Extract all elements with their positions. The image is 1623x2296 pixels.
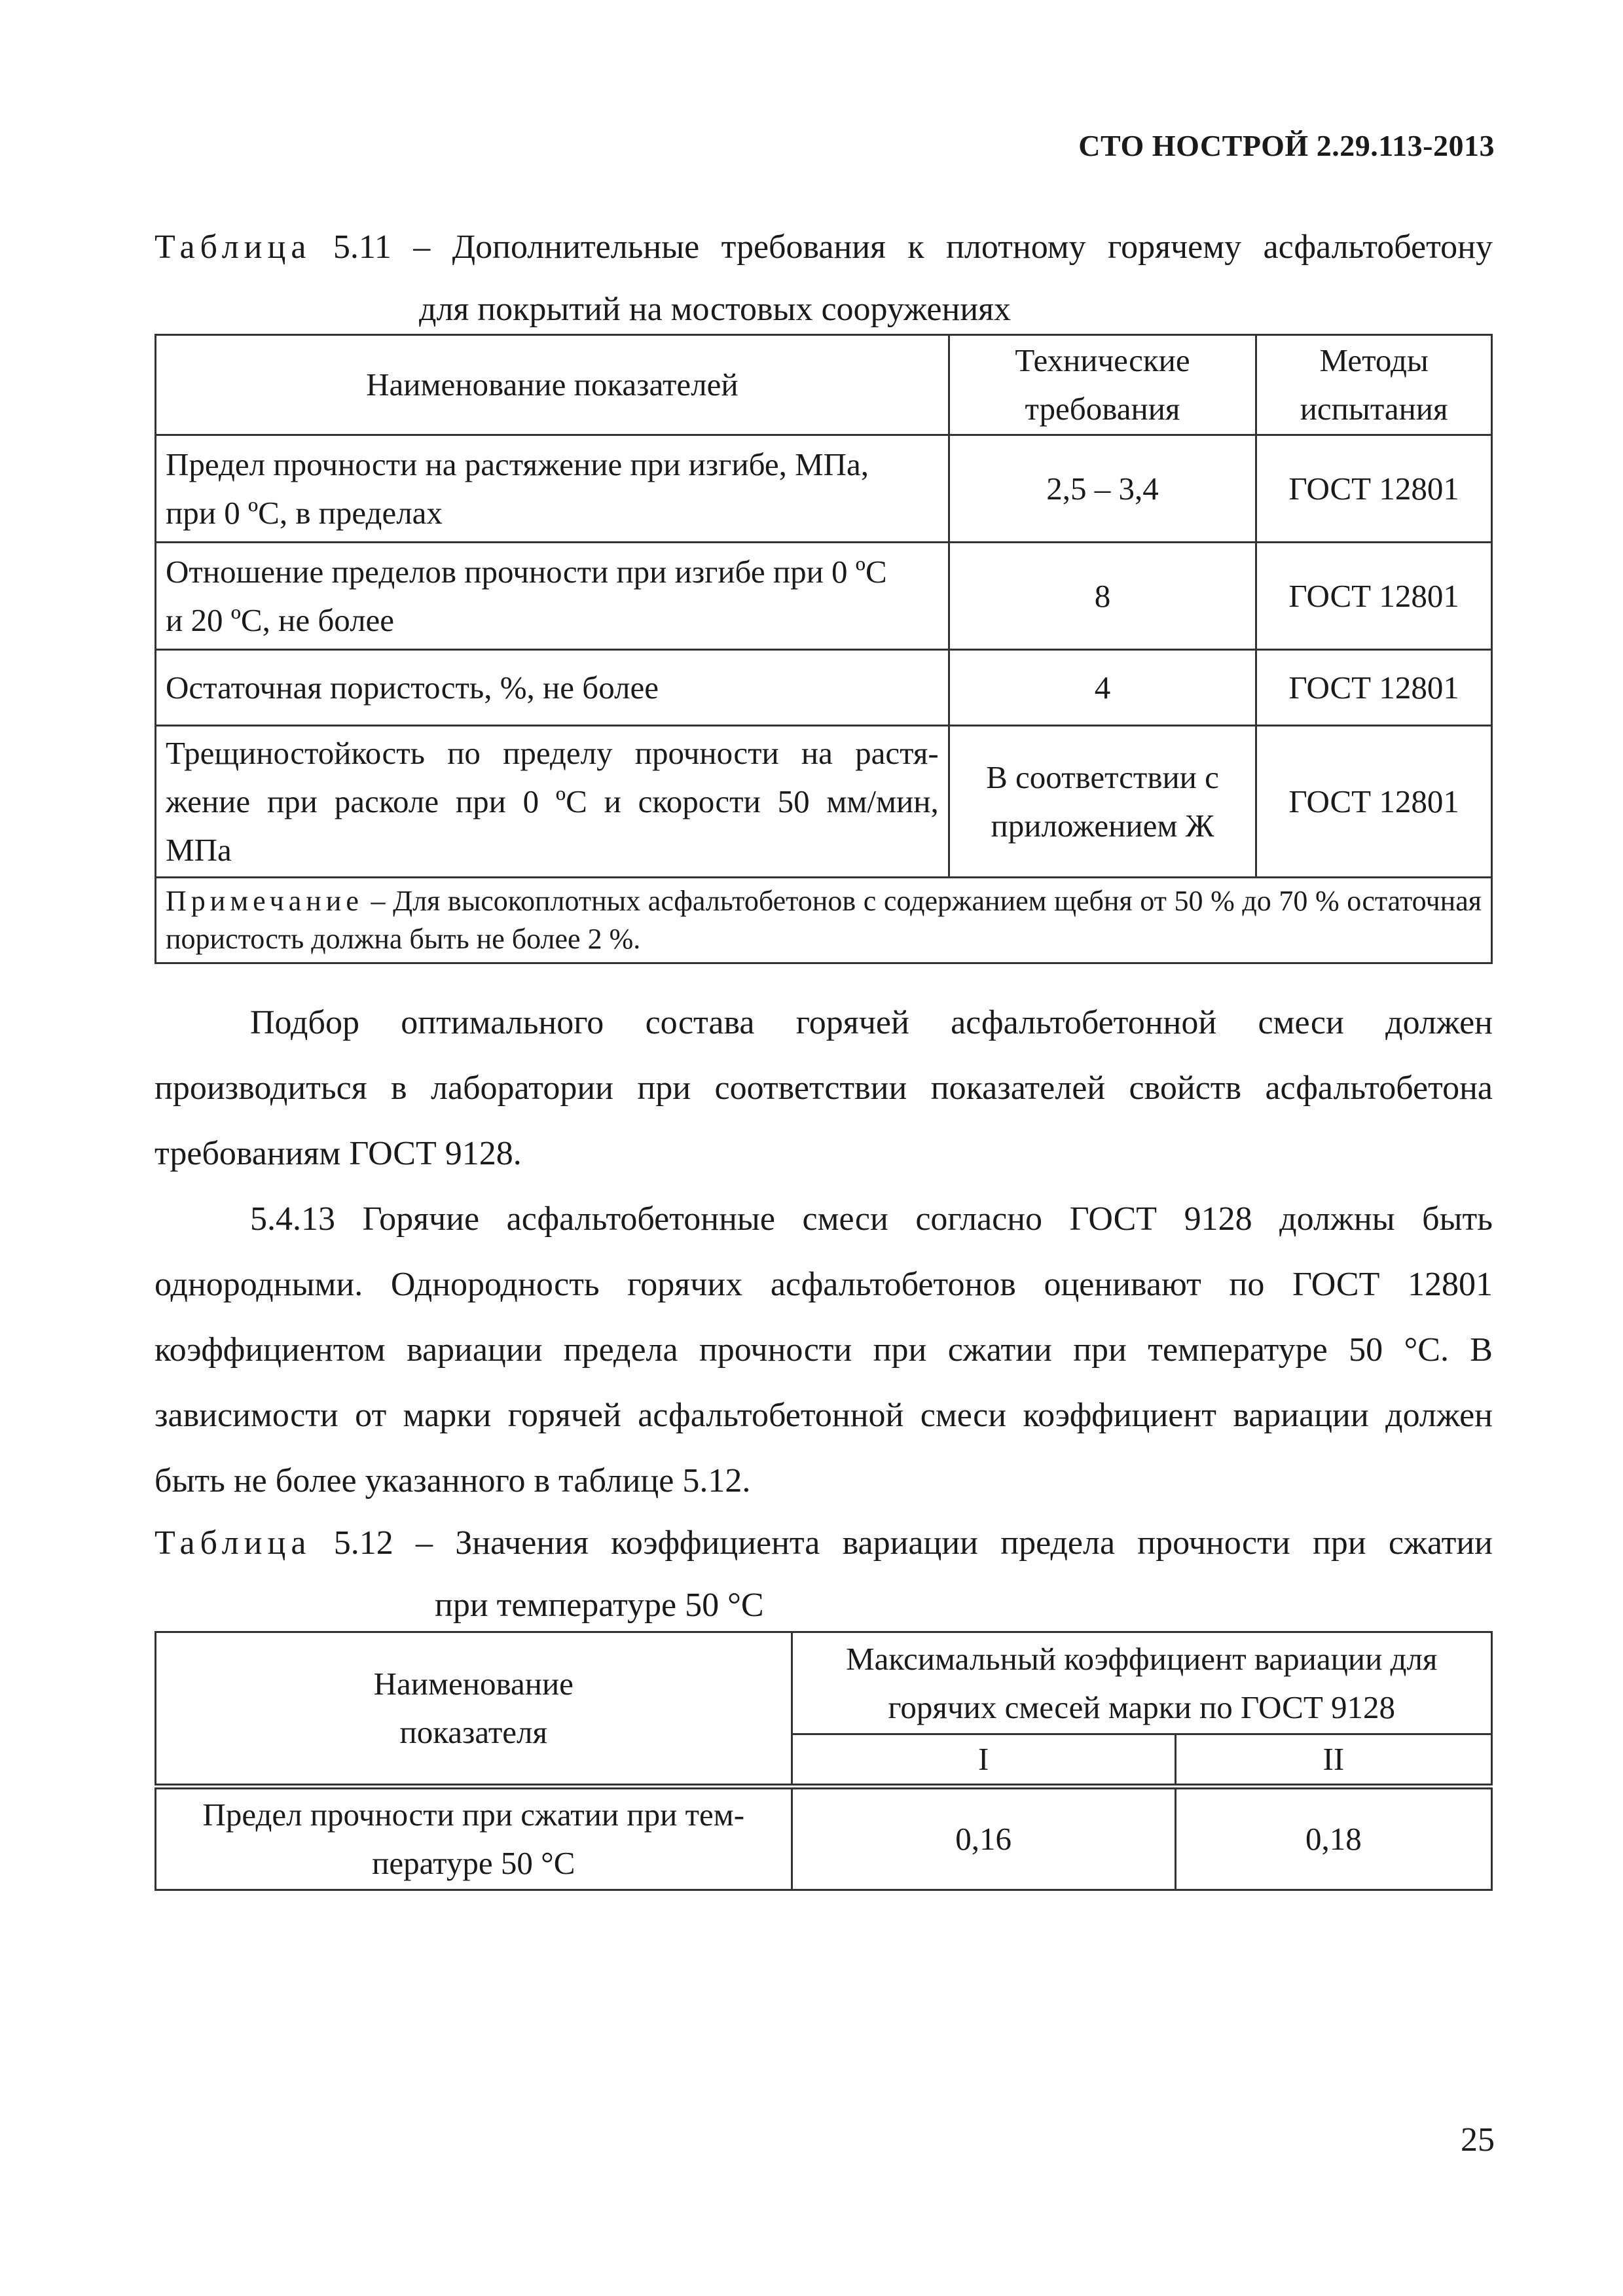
- table-row: [156, 726, 1492, 878]
- table-row: [156, 1787, 1492, 1890]
- header-grade-1: I: [792, 1734, 1175, 1787]
- note-label: Примечание: [166, 885, 363, 917]
- table-header-row: [156, 1632, 1492, 1734]
- header-max-line: Максимальный коэффициент вариации для: [846, 1640, 1438, 1677]
- page-number: 25: [1461, 2121, 1495, 2159]
- row-req-line: приложением Ж: [991, 807, 1214, 844]
- row-name-line: и 20 ºС, не более: [166, 601, 395, 638]
- header-max-coefficient: [792, 1632, 1491, 1734]
- row-name: [156, 1787, 792, 1890]
- caption-line2: для покрытий на мостовых сооружениях: [419, 291, 1012, 328]
- document-code: СТО НОСТРОЙ 2.29.113-2013: [1078, 129, 1495, 162]
- header-grade-2: II: [1175, 1734, 1491, 1787]
- caption-line2: при температуре 50 °С: [435, 1587, 764, 1624]
- caption-text: 5.12 – Значения коэффициента вариации предела прочности при сжатии: [333, 1524, 1493, 1562]
- row-method: ГОСТ 12801: [1256, 726, 1492, 878]
- row-name: [156, 726, 949, 878]
- table-5-11-caption: [155, 215, 1493, 339]
- header-methods: [1256, 335, 1492, 435]
- header-name: [156, 1632, 792, 1787]
- row-name-line: Предел прочности при сжатии при тем-: [202, 1797, 745, 1833]
- row-requirement: [949, 726, 1256, 878]
- row-name-line: Трещиностойкость по пределу прочности на растя-: [166, 734, 939, 771]
- table-note-row: [156, 878, 1492, 963]
- table-note: [156, 878, 1492, 963]
- row-name-line: Отношение пределов прочности при изгибе при 0 ºС: [166, 553, 887, 590]
- row-value-grade-2: 0,18: [1175, 1787, 1491, 1890]
- table-5-12: [155, 1631, 1493, 1891]
- table-header-row: [156, 335, 1492, 435]
- header-name: Наименование показателей: [156, 335, 949, 435]
- row-method: ГОСТ 12801: [1256, 543, 1492, 650]
- header-name-line: Наименование: [373, 1666, 574, 1702]
- row-name: [156, 543, 949, 650]
- row-requirement: 8: [949, 543, 1256, 650]
- row-name: Остаточная пористость, %, не более: [156, 650, 949, 726]
- header-requirements: [949, 335, 1256, 435]
- header-req-line1: Технические: [1015, 342, 1190, 378]
- row-name: [156, 435, 949, 543]
- table-5-12-caption: [155, 1511, 1493, 1635]
- table-5-11: [155, 334, 1493, 964]
- row-value-grade-1: 0,16: [792, 1787, 1175, 1890]
- paragraph-5-4-13: 5.4.13 Горячие асфальтобетонные смеси согласно ГОСТ 9128 должны быть однородными. Однородность горячих асфальтобетонов оценивают по ГОСТ 12801 коэффициентом вариации предела прочности при сжатии при температуре 50 °С. В зависимости от марки горячей асфальтобетонной смеси коэффициент вариации должен быть не более указанного в таблице 5.12.: [155, 1200, 1493, 1499]
- row-name-line: МПа: [166, 831, 232, 868]
- header-req-line2: требования: [1025, 391, 1180, 427]
- row-name-line: Предел прочности на растяжение при изгибе, МПа,: [166, 446, 869, 482]
- table-row: [156, 650, 1492, 726]
- caption-text: 5.11 – Дополнительные требования к плотному горячему асфальтобетону: [333, 228, 1493, 266]
- header-method-line2: испытания: [1300, 391, 1448, 427]
- paragraph-selection: Подбор оптимального состава горячей асфальтобетонной смеси должен производиться в лаборатории при соответствии показателей свойств асфальтобетона требованиям ГОСТ 9128.: [155, 1004, 1493, 1172]
- row-method: ГОСТ 12801: [1256, 435, 1492, 543]
- row-name-line: жение при расколе при 0 ºС и скорости 50 мм/мин,: [166, 783, 939, 819]
- table-row: [156, 435, 1492, 543]
- row-method: ГОСТ 12801: [1256, 650, 1492, 726]
- header-method-line1: Методы: [1319, 342, 1429, 378]
- note-text: – Для высокоплотных асфальтобетонов с содержанием щебня от 50 % до 70 % остаточная пористость должна быть не более 2 %.: [166, 885, 1482, 955]
- row-requirement: 4: [949, 650, 1256, 726]
- header-name-line: показателя: [399, 1714, 548, 1750]
- header-max-line: горячих смесей марки по ГОСТ 9128: [888, 1689, 1396, 1725]
- row-req-line: В соответствии с: [986, 759, 1219, 795]
- row-name-line: при 0 ºС, в пределах: [166, 494, 443, 531]
- table-label: Таблица: [155, 228, 312, 266]
- row-name-line: пературе 50 °С: [372, 1845, 575, 1881]
- table-label: Таблица: [155, 1524, 312, 1562]
- table-row: [156, 543, 1492, 650]
- row-requirement: 2,5 – 3,4: [949, 435, 1256, 543]
